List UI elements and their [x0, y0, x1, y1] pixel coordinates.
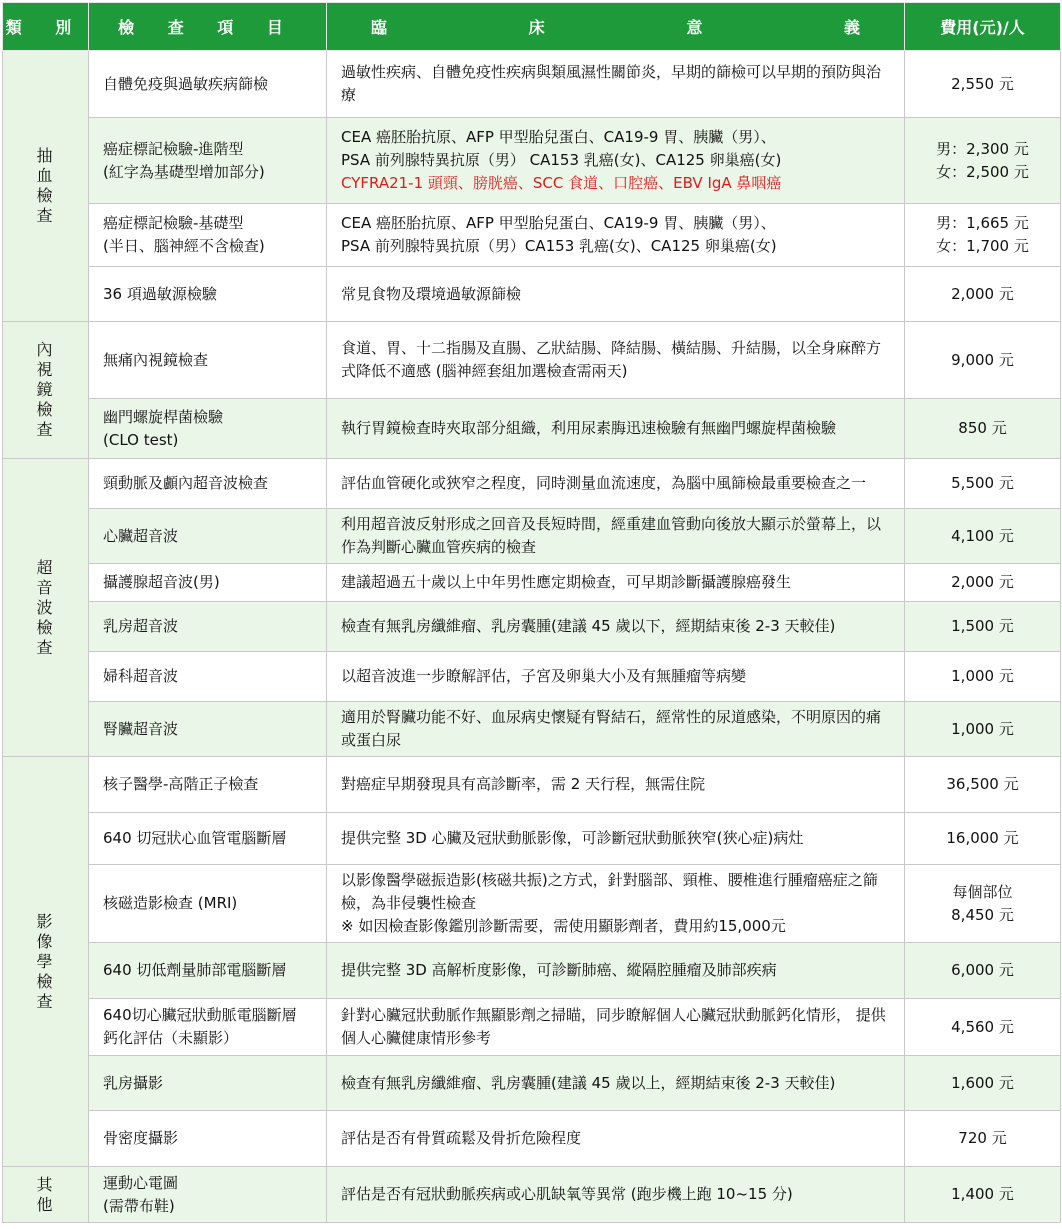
item-fee: 1,500 元 [905, 602, 1061, 652]
category-ultrasound: 超音波檢查 [3, 459, 89, 757]
item-fee: 720 元 [905, 1111, 1061, 1167]
item-name: 腎臟超音波 [89, 702, 327, 757]
table-row [3, 1111, 1061, 1167]
item-meaning: 以超音波進一步瞭解評估，子宮及卵巢大小及有無腫瘤等病變 [327, 652, 905, 702]
table-row [3, 602, 1061, 652]
table-row [3, 322, 1061, 399]
item-name: 640 切低劑量肺部電腦斷層 [89, 943, 327, 999]
item-meaning: 常見食物及環境過敏源篩檢 [327, 267, 905, 322]
category-endoscopy: 內視鏡檢查 [3, 322, 89, 459]
table-row [3, 702, 1061, 757]
item-meaning: 利用超音波反射形成之回音及長短時間，經重建血管動向後放大顯示於螢幕上，以作為判斷心臟血管疾病的檢查 [327, 509, 905, 564]
item-meaning: 針對心臟冠狀動脈作無顯影劑之掃瞄，同步瞭解個人心臟冠狀動脈鈣化情形， 提供個人心臟健康情形參考 [327, 999, 905, 1056]
item-fee: 6,000 元 [905, 943, 1061, 999]
header-fee: 費用(元)/人 [905, 3, 1061, 51]
item-name: 骨密度攝影 [89, 1111, 327, 1167]
table-row [3, 267, 1061, 322]
table-row [3, 1167, 1061, 1223]
item-meaning: 建議超過五十歲以上中年男性應定期檢查，可早期診斷攝護腺癌發生 [327, 564, 905, 602]
table-row [3, 51, 1061, 118]
item-fee: 1,000 元 [905, 702, 1061, 757]
item-name: 頸動脈及顱內超音波檢查 [89, 459, 327, 509]
table-row [3, 999, 1061, 1056]
item-meaning: 檢查有無乳房纖維瘤、乳房囊腫(建議 45 歲以上，經期結束後 2-3 天較佳) [327, 1056, 905, 1111]
category-imaging: 影像學檢查 [3, 757, 89, 1167]
item-name: 核子醫學-高階正子檢查 [89, 757, 327, 813]
header-meaning-char: 臨 [371, 18, 388, 37]
table-row [3, 865, 1061, 943]
item-name: 婦科超音波 [89, 652, 327, 702]
item-fee: 男：2,300 元 女：2,500 元 [905, 118, 1061, 204]
header-meaning-char: 義 [843, 18, 860, 37]
header-item: 檢 查 項 目 [89, 3, 327, 51]
item-meaning: 評估血管硬化或狹窄之程度，同時測量血流速度，為腦中風篩檢最重要檢查之一 [327, 459, 905, 509]
item-fee: 男：1,665 元 女：1,700 元 [905, 204, 1061, 267]
table-row [3, 813, 1061, 865]
item-name: 攝護腺超音波(男) [89, 564, 327, 602]
table-row [3, 652, 1061, 702]
item-fee: 16,000 元 [905, 813, 1061, 865]
item-fee: 每個部位 8,450 元 [905, 865, 1061, 943]
item-fee: 4,560 元 [905, 999, 1061, 1056]
item-name: 乳房攝影 [89, 1056, 327, 1111]
item-meaning: 提供完整 3D 心臟及冠狀動脈影像，可診斷冠狀動脈狹窄(狹心症)病灶 [327, 813, 905, 865]
table-row [3, 1056, 1061, 1111]
item-name: 心臟超音波 [89, 509, 327, 564]
item-fee: 9,000 元 [905, 322, 1061, 399]
item-fee: 2,550 元 [905, 51, 1061, 118]
item-fee: 5,500 元 [905, 459, 1061, 509]
table-row [3, 564, 1061, 602]
item-meaning: 提供完整 3D 高解析度影像，可診斷肺癌、縱隔腔腫瘤及肺部疾病 [327, 943, 905, 999]
table-row [3, 399, 1061, 459]
item-fee: 2,000 元 [905, 564, 1061, 602]
item-name: 640切心臟冠狀動脈電腦斷層 鈣化評估（未顯影） [89, 999, 327, 1056]
price-table [2, 2, 1061, 1223]
meaning-text: CEA 癌胚胎抗原、AFP 甲型胎兒蛋白、CA19-9 胃、胰臟（男）、 PSA 前列腺特異抗原（男） CA153 乳癌(女)、CA125 卵巢癌(女) [341, 128, 782, 169]
header-row [3, 3, 1061, 51]
item-meaning: 過敏性疾病、自體免疫性疾病與類風濕性關節炎，早期的篩檢可以早期的預防與治療 [327, 51, 905, 118]
item-meaning: 檢查有無乳房纖維瘤、乳房囊腫(建議 45 歲以下，經期結束後 2-3 天較佳) [327, 602, 905, 652]
item-name: 640 切冠狀心血管電腦斷層 [89, 813, 327, 865]
item-meaning: CEA 癌胚胎抗原、AFP 甲型胎兒蛋白、CA19-9 胃、胰臟（男）、 PSA 前列腺特異抗原（男）CA153 乳癌(女)、CA125 卵巢癌(女) [327, 204, 905, 267]
item-name: 36 項過敏源檢驗 [89, 267, 327, 322]
item-name: 核磁造影檢查 (MRI) [89, 865, 327, 943]
table-row [3, 943, 1061, 999]
item-name: 無痛內視鏡檢查 [89, 322, 327, 399]
item-name: 幽門螺旋桿菌檢驗 (CLO test) [89, 399, 327, 459]
category-other: 其他 [3, 1167, 89, 1223]
item-meaning [327, 118, 905, 204]
item-name: 運動心電圖 (需帶布鞋) [89, 1167, 327, 1223]
item-fee: 1,600 元 [905, 1056, 1061, 1111]
item-meaning: 評估是否有冠狀動脈疾病或心肌缺氧等異常 (跑步機上跑 10~15 分) [327, 1167, 905, 1223]
table-row [3, 757, 1061, 813]
item-meaning: 評估是否有骨質疏鬆及骨折危險程度 [327, 1111, 905, 1167]
item-fee: 36,500 元 [905, 757, 1061, 813]
table-row [3, 118, 1061, 204]
category-blood: 抽血檢查 [3, 51, 89, 322]
item-fee: 1,000 元 [905, 652, 1061, 702]
table-row [3, 459, 1061, 509]
item-meaning: 執行胃鏡檢查時夾取部分組織，利用尿素脢迅速檢驗有無幽門螺旋桿菌檢驗 [327, 399, 905, 459]
item-fee: 850 元 [905, 399, 1061, 459]
header-meaning-char: 床 [528, 18, 545, 37]
item-meaning: 以影像醫學磁振造影(核磁共振)之方式，針對腦部、頸椎、腰椎進行腫瘤癌症之篩檢，為非侵襲性檢查 ※ 如因檢查影像鑑別診斷需要，需使用顯影劑者，費用約15,000元 [327, 865, 905, 943]
item-meaning: 適用於腎臟功能不好、血尿病史懷疑有腎結石，經常性的尿道感染，不明原因的痛或蛋白尿 [327, 702, 905, 757]
item-meaning: 食道、胃、十二指腸及直腸、乙狀結腸、降結腸、橫結腸、升結腸，以全身麻醉方式降低不適感 (腦神經套組加選檢查需兩天) [327, 322, 905, 399]
item-meaning: 對癌症早期發現具有高診斷率，需 2 天行程，無需住院 [327, 757, 905, 813]
item-fee: 4,100 元 [905, 509, 1061, 564]
item-fee: 1,400 元 [905, 1167, 1061, 1223]
item-name: 自體免疫與過敏疾病篩檢 [89, 51, 327, 118]
table-row [3, 509, 1061, 564]
item-name: 乳房超音波 [89, 602, 327, 652]
item-fee: 2,000 元 [905, 267, 1061, 322]
header-category: 類 別 [3, 3, 89, 51]
meaning-red-text: CYFRA21-1 頭頸、膀胱癌、SCC 食道、口腔癌、EBV IgA 鼻咽癌 [341, 174, 782, 192]
header-meaning-char: 意 [686, 18, 703, 37]
item-name: 癌症標記檢驗-基礎型 (半日、腦神經不含檢查) [89, 204, 327, 267]
header-meaning [327, 3, 905, 51]
item-name: 癌症標記檢驗-進階型 (紅字為基礎型增加部分) [89, 118, 327, 204]
table-row [3, 204, 1061, 267]
